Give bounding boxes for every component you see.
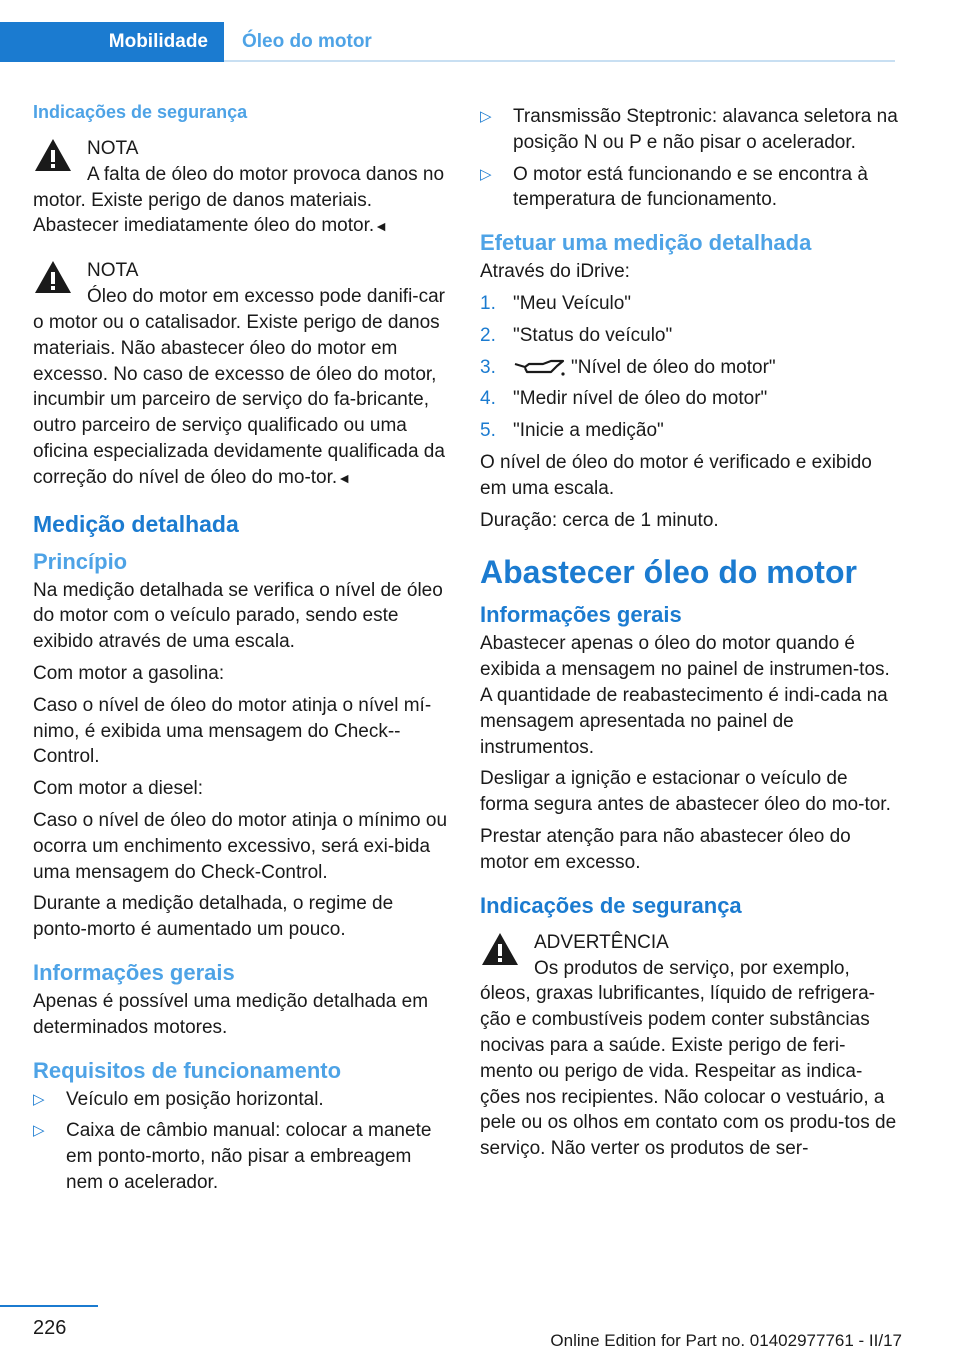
principle-heading: Princípio bbox=[33, 548, 128, 574]
warning-text: Óleo do motor em excesso pode danifi-car o motor ou o catalisador. Existe perigo de danos materiais. Não abastecer óleo do motor em excesso. No caso de excesso de óleo do motor, incumbir um parceiro de serviço do fa-bricante, outro parceiro de serviço qualificado ou uma oficina especializada devidamente qualificada da correção do nível de óleo do mo-tor. bbox=[33, 286, 446, 488]
general-info-heading: Informações gerais bbox=[33, 959, 235, 985]
triangle-bullet-icon: ▷ bbox=[480, 108, 492, 125]
page-number: 226 bbox=[33, 1317, 67, 1339]
left-column bbox=[33, 98, 448, 1202]
via-idrive: Através do iDrive: bbox=[480, 261, 630, 283]
duration-text: Duração: cerca de 1 minuto. bbox=[480, 509, 719, 531]
oil-can-icon bbox=[513, 358, 565, 378]
list-item: 4. "Medir nível de óleo do motor" bbox=[480, 388, 768, 410]
detailed-measurement-heading: Medição detalhada bbox=[33, 510, 239, 537]
warning-triangle-icon bbox=[33, 136, 73, 174]
refill-text-1: Abastecer apenas o óleo do motor quando é exibida a mensagem no painel de instrumen-tos. A quantidade de reabastecimento é indi-cada na mensagem apresentada no painel de instrumentos. bbox=[480, 633, 890, 758]
list-item: ▷ Caixa de câmbio manual: colocar a manete em ponto-morto, não pisar a embreagem nem o acelerador. bbox=[33, 1120, 432, 1193]
warning-title: NOTA bbox=[87, 260, 139, 282]
triangle-bullet-icon: ▷ bbox=[480, 165, 492, 183]
end-mark: ◄ bbox=[337, 469, 352, 486]
refill-text-2: Desligar a ignição e estacionar o veículo de forma segura antes de abastecer óleo do mo-tor. bbox=[480, 768, 891, 816]
edition-note: Online Edition for Part no. 01402977761 - II/17 bbox=[550, 1331, 902, 1350]
gasoline-text: Caso o nível de óleo do motor atinja o nível mí-nimo, é exibida uma mensagem do Check--Control. bbox=[33, 694, 432, 768]
warning-text: A falta de óleo do motor provoca danos no motor. Existe perigo de danos materiais. Abastecer imediatamente óleo do motor. bbox=[33, 163, 445, 237]
list-item: ▷ Transmissão Steptronic: alavanca seletora na posição N ou P e não pisar o acelerador. bbox=[480, 106, 898, 153]
footer-rule bbox=[0, 1305, 98, 1307]
triangle-bullet-icon: ▷ bbox=[33, 1122, 45, 1140]
requirements-heading: Requisitos de funcionamento bbox=[33, 1057, 342, 1083]
list-item: ▷ Veículo em posição horizontal. bbox=[33, 1087, 448, 1113]
scale-text: O nível de óleo do motor é verificado e exibido em uma escala. bbox=[480, 451, 872, 499]
warning-triangle-icon bbox=[33, 258, 73, 296]
requirements-list-right bbox=[480, 104, 898, 213]
warning-advertencia bbox=[480, 930, 898, 1162]
warning-title: NOTA bbox=[87, 137, 139, 159]
principle-text: Na medição detalhada se verifica o nível de óleo do motor com o veículo parado, sendo este exibido através de uma escala. bbox=[33, 579, 443, 653]
warning-triangle-icon bbox=[480, 930, 520, 968]
steps-list bbox=[480, 291, 898, 444]
refill-general-heading: Informações gerais bbox=[480, 602, 682, 628]
idle-text: Durante a medição detalhada, o regime de ponto-morto é aumentado um pouco. bbox=[33, 893, 394, 941]
measure-heading: Efetuar uma medição detalhada bbox=[480, 230, 812, 256]
tab-mobilidade[interactable]: Mobilidade bbox=[0, 22, 224, 62]
triangle-bullet-icon: ▷ bbox=[33, 1090, 45, 1108]
list-item: 5. "Inicie a medição" bbox=[480, 420, 664, 442]
general-info-text: Apenas é possível uma medição detalhada em determinados motores. bbox=[33, 990, 429, 1038]
diesel-label: Com motor a diesel: bbox=[33, 778, 204, 800]
warning-text: Os produtos de serviço, por exemplo, óleos, graxas lubrificantes, líquido de refrigera-ção e combustíveis podem conter substâncias nocivas para a saúde. Existe perigo de feri-mento ou perigo de vida. Respeitar as indica-ções nos recipientes. Não colocar o vestuário, a pele ou os olhos em contato com os produ-tos de serviço. Não verter os produtos de ser- bbox=[480, 957, 897, 1160]
warning-note-2 bbox=[33, 258, 448, 491]
refill-heading: Abastecer óleo do motor bbox=[480, 554, 857, 591]
tab-oleo-do-motor[interactable]: Óleo do motor bbox=[242, 31, 372, 52]
safety-heading-right: Indicações de segurança bbox=[480, 892, 742, 918]
end-mark: ◄ bbox=[374, 218, 388, 235]
gasoline-label: Com motor a gasolina: bbox=[33, 662, 225, 684]
warning-note-1 bbox=[33, 136, 448, 240]
right-column bbox=[480, 104, 898, 1180]
list-item: ▷ O motor está funcionando e se encontra à temperatura de funcionamento. bbox=[480, 163, 868, 211]
header-rule bbox=[224, 60, 895, 62]
list-item: 3. "Nível de óleo do motor" bbox=[480, 356, 776, 378]
list-item: 1. "Meu Veículo" bbox=[480, 292, 632, 314]
header-tabs bbox=[0, 22, 895, 62]
requirements-list-left bbox=[33, 1087, 448, 1196]
diesel-text: Caso o nível de óleo do motor atinja o mínimo ou ocorra um enchimento excessivo, será exi-bida uma mensagem do Check-Control. bbox=[33, 809, 448, 883]
list-item: 2. "Status do veículo" bbox=[480, 324, 673, 346]
refill-text-3: Prestar atenção para não abastecer óleo do motor em excesso. bbox=[480, 825, 851, 873]
safety-heading: Indicações de segurança bbox=[33, 102, 248, 122]
warning-title: ADVERTÊNCIA bbox=[534, 931, 669, 953]
